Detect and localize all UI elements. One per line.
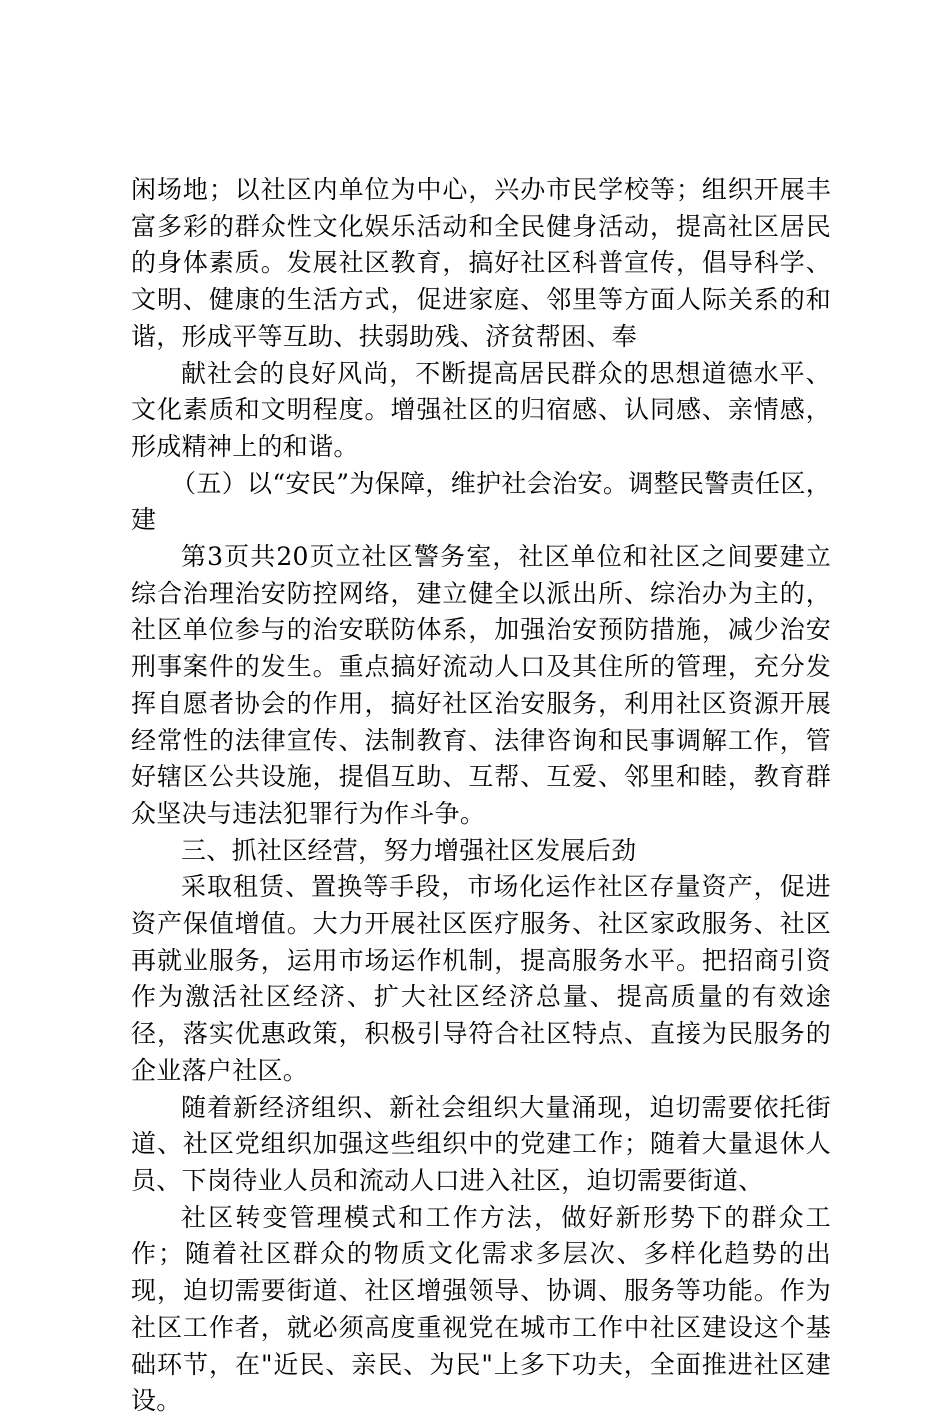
paragraph-asset-operation: 采取租赁、置换等手段，市场化运作社区存量资产，促进资产保值增值。大力开展社区医疗服务、社区家政服务、社区再就业服务，运用市场运作机制，提高服务水平。把招商引资作为激活社区经济、扩大社区经济总量、提高质量的有效途径，落实优惠政策，积极引导符合社区特点、直接为民服务的企业落户社区。	[131, 872, 831, 1085]
document-page	[131, 172, 831, 1420]
section-three-heading: 三、抓社区经营，努力增强社区发展后劲	[181, 835, 637, 865]
paragraph-section-five-heading: （五）以“安民”为保障，维护社会治安。调整民警责任区，建	[131, 468, 831, 535]
paragraph-new-organizations: 随着新经济组织、新社会组织大量涌现，迫切需要依托街道、社区党组织加强这些组织中的党建工作；随着大量退休人员、下岗待业人员和流动人口进入社区，迫切需要街道、	[131, 1092, 831, 1195]
paragraph-community-activities: 闲场地；以社区内单位为中心，兴办市民学校等；组织开展丰富多彩的群众性文化娱乐活动和全民健身活动，提高社区居民的身体素质。发展社区教育，搞好社区科普宣传，倡导科学、文明、健康的生活方式，促进家庭、邻里等方面人际关系的和谐，形成平等互助、扶弱助残、济贫帮困、奉	[131, 175, 831, 351]
paragraph-management-mode: 社区转变管理模式和工作方法，做好新形势下的群众工作；随着社区群众的物质文化需求多层次、多样化趋势的出现，迫切需要街道、社区增强领导、协调、服务等功能。作为社区工作者，就必须高度重视党在城市工作中社区建设这个基础环节，在"近民、亲民、为民"上多下功夫，全面推进社区建设。	[131, 1202, 831, 1416]
paragraph-social-customs: 献社会的良好风尚，不断提高居民群众的思想道德水平、文化素质和文明程度。增强社区的归宿感、认同感、亲情感，形成精神上的和谐。	[131, 358, 831, 461]
paragraph-police-office: 第3页共20页立社区警务室，社区单位和社区之间要建立综合治理治安防控网络，建立健全以派出所、综治办为主的，社区单位参与的治安联防体系，加强治安预防措施，减少治安刑事案件的发生。重点搞好流动人口及其住所的管理，充分发挥自愿者协会的作用，搞好社区治安服务，利用社区资源开展经常性的法律宣传、法制教育、法律咨询和民事调解工作，管好辖区公共设施，提倡互助、互帮、互爱、邻里和睦，教育群众坚决与违法犯罪行为作斗争。	[131, 542, 831, 828]
